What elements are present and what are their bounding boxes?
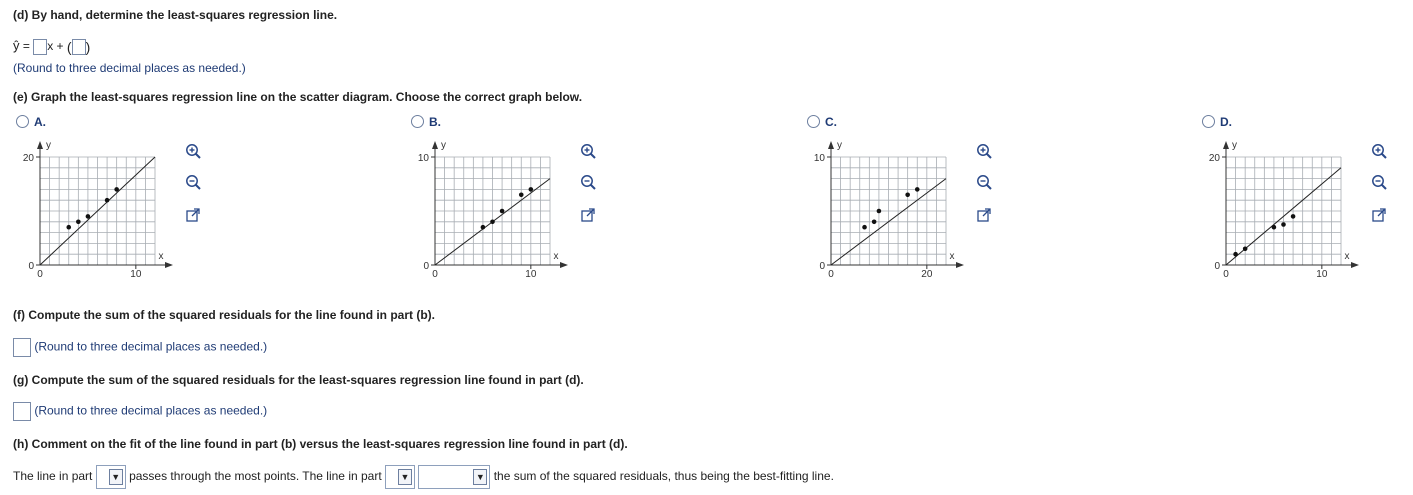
data-point — [529, 187, 534, 192]
zoom-in-icon[interactable] — [184, 142, 202, 160]
chevron-down-icon[interactable]: ▼ — [109, 469, 123, 485]
scatter-diagram — [1186, 130, 1361, 290]
data-point — [877, 209, 882, 214]
data-point — [105, 198, 110, 203]
zoom-in-icon[interactable] — [1370, 142, 1388, 160]
data-point — [500, 209, 505, 214]
x-axis-arrow — [560, 262, 568, 268]
y-axis-label: y — [441, 140, 446, 151]
part-g-prompt: (g) Compute the sum of the squared residuals for the least-squares regression line found in part (d). — [13, 373, 584, 387]
radio-button[interactable] — [411, 115, 424, 128]
y-top-tick-label: 20 — [1208, 153, 1220, 164]
scatter-diagram — [0, 130, 175, 290]
x-axis-label: x — [158, 251, 164, 262]
part-f-input[interactable] — [13, 338, 31, 357]
data-point — [915, 187, 920, 192]
part-d-prompt: (d) By hand, determine the least-squares regression line. — [13, 8, 338, 22]
part-f-prompt: (f) Compute the sum of the squared residuals for the line found in part (b). — [13, 308, 436, 322]
y-origin-tick-label: 0 — [819, 261, 825, 272]
part-e-prompt: (e) Graph the least-squares regression line on the scatter diagram. Choose the correct graph below. — [13, 90, 583, 104]
x-origin-tick-label: 0 — [37, 269, 43, 280]
part-f-answer-row — [13, 338, 267, 357]
regression-equation — [13, 38, 90, 55]
option-label: A. — [34, 115, 46, 129]
scatter-diagram — [791, 130, 966, 290]
y-top-tick-label: 10 — [417, 153, 429, 164]
data-point — [490, 220, 495, 225]
y-top-tick-label: 20 — [22, 153, 34, 164]
x-origin-tick-label: 0 — [432, 269, 438, 280]
x-tick-label: 10 — [130, 269, 142, 280]
x-origin-tick-label: 0 — [1223, 269, 1229, 280]
option-radio-row[interactable] — [1202, 115, 1232, 129]
y-axis-label: y — [1232, 140, 1237, 151]
x-axis-label: x — [553, 251, 559, 262]
x-origin-tick-label: 0 — [828, 269, 834, 280]
option-label: B. — [429, 115, 441, 129]
part-h-sentence — [13, 465, 834, 489]
radio-button[interactable] — [807, 115, 820, 128]
data-point — [114, 187, 119, 192]
data-point — [1243, 247, 1248, 252]
y-axis-label: y — [46, 140, 51, 151]
intercept-input[interactable] — [72, 39, 86, 55]
data-point — [872, 220, 877, 225]
y-axis-arrow — [1223, 141, 1229, 149]
comparison-select[interactable] — [418, 465, 490, 489]
y-axis-arrow — [37, 141, 43, 149]
part-g-input[interactable] — [13, 402, 31, 421]
zoom-out-icon[interactable] — [184, 173, 202, 191]
data-point — [66, 225, 71, 230]
x-axis-arrow — [956, 262, 964, 268]
data-point — [1291, 214, 1296, 219]
data-point — [519, 193, 524, 198]
zoom-in-icon[interactable] — [579, 142, 597, 160]
y-origin-tick-label: 0 — [1214, 261, 1220, 272]
part-h-text-3: the sum of the squared residuals, thus being the best-fitting line. — [493, 469, 834, 484]
popout-icon[interactable] — [579, 206, 597, 224]
data-point — [76, 220, 81, 225]
x-tick-label: 10 — [1316, 269, 1328, 280]
scatter-svg — [0, 130, 175, 290]
popout-icon[interactable] — [1370, 206, 1388, 224]
part-d-hint: (Round to three decimal places as needed.) — [13, 61, 246, 75]
option-label: C. — [825, 115, 837, 129]
scatter-svg — [395, 130, 570, 290]
x-axis-arrow — [1351, 262, 1359, 268]
x-axis-label: x — [1344, 251, 1350, 262]
x-axis-label: x — [949, 251, 955, 262]
zoom-in-icon[interactable] — [975, 142, 993, 160]
x-axis-arrow — [165, 262, 173, 268]
popout-icon[interactable] — [975, 206, 993, 224]
equals-sign: = — [22, 39, 30, 53]
option-radio-row[interactable] — [411, 115, 441, 129]
data-point — [862, 225, 867, 230]
open-paren: ( — [66, 38, 72, 55]
y-origin-tick-label: 0 — [423, 261, 429, 272]
slope-input[interactable] — [33, 39, 47, 55]
y-axis-arrow — [432, 141, 438, 149]
y-origin-tick-label: 0 — [28, 261, 34, 272]
part-h-text-1: The line in part — [13, 469, 93, 484]
data-point — [1233, 252, 1238, 257]
option-radio-row[interactable] — [807, 115, 837, 129]
zoom-out-icon[interactable] — [1370, 173, 1388, 191]
part-select-1[interactable] — [96, 465, 126, 489]
data-point — [905, 193, 910, 198]
y-axis-label: y — [837, 140, 842, 151]
option-label: D. — [1220, 115, 1232, 129]
y-axis-arrow — [828, 141, 834, 149]
radio-button[interactable] — [16, 115, 29, 128]
part-select-2[interactable] — [385, 465, 415, 489]
data-point — [1281, 222, 1286, 227]
popout-icon[interactable] — [184, 206, 202, 224]
zoom-out-icon[interactable] — [579, 173, 597, 191]
chevron-down-icon[interactable]: ▼ — [473, 469, 487, 485]
part-g-answer-row — [13, 402, 267, 421]
chevron-down-icon[interactable]: ▼ — [398, 469, 412, 485]
scatter-diagram — [395, 130, 570, 290]
y-top-tick-label: 10 — [813, 153, 825, 164]
y-hat-symbol: ŷ — [13, 38, 20, 53]
x-tick-label: 10 — [525, 269, 537, 280]
part-g-hint: (Round to three decimal places as needed.) — [34, 403, 268, 418]
radio-button[interactable] — [1202, 115, 1215, 128]
zoom-out-icon[interactable] — [975, 173, 993, 191]
x-plus-text: x + — [47, 39, 64, 53]
close-paren: ) — [85, 38, 91, 55]
part-f-hint: (Round to three decimal places as needed.) — [34, 339, 268, 354]
data-point — [86, 214, 91, 219]
scatter-svg — [791, 130, 966, 290]
part-h-text-2: passes through the most points. The line in part — [129, 469, 382, 484]
scatter-svg — [1186, 130, 1361, 290]
option-radio-row[interactable] — [16, 115, 46, 129]
data-point — [1272, 225, 1277, 230]
part-h-prompt: (h) Comment on the fit of the line found in part (b) versus the least-squares regression line found in part (d). — [13, 437, 628, 451]
x-tick-label: 20 — [921, 269, 933, 280]
data-point — [481, 225, 486, 230]
